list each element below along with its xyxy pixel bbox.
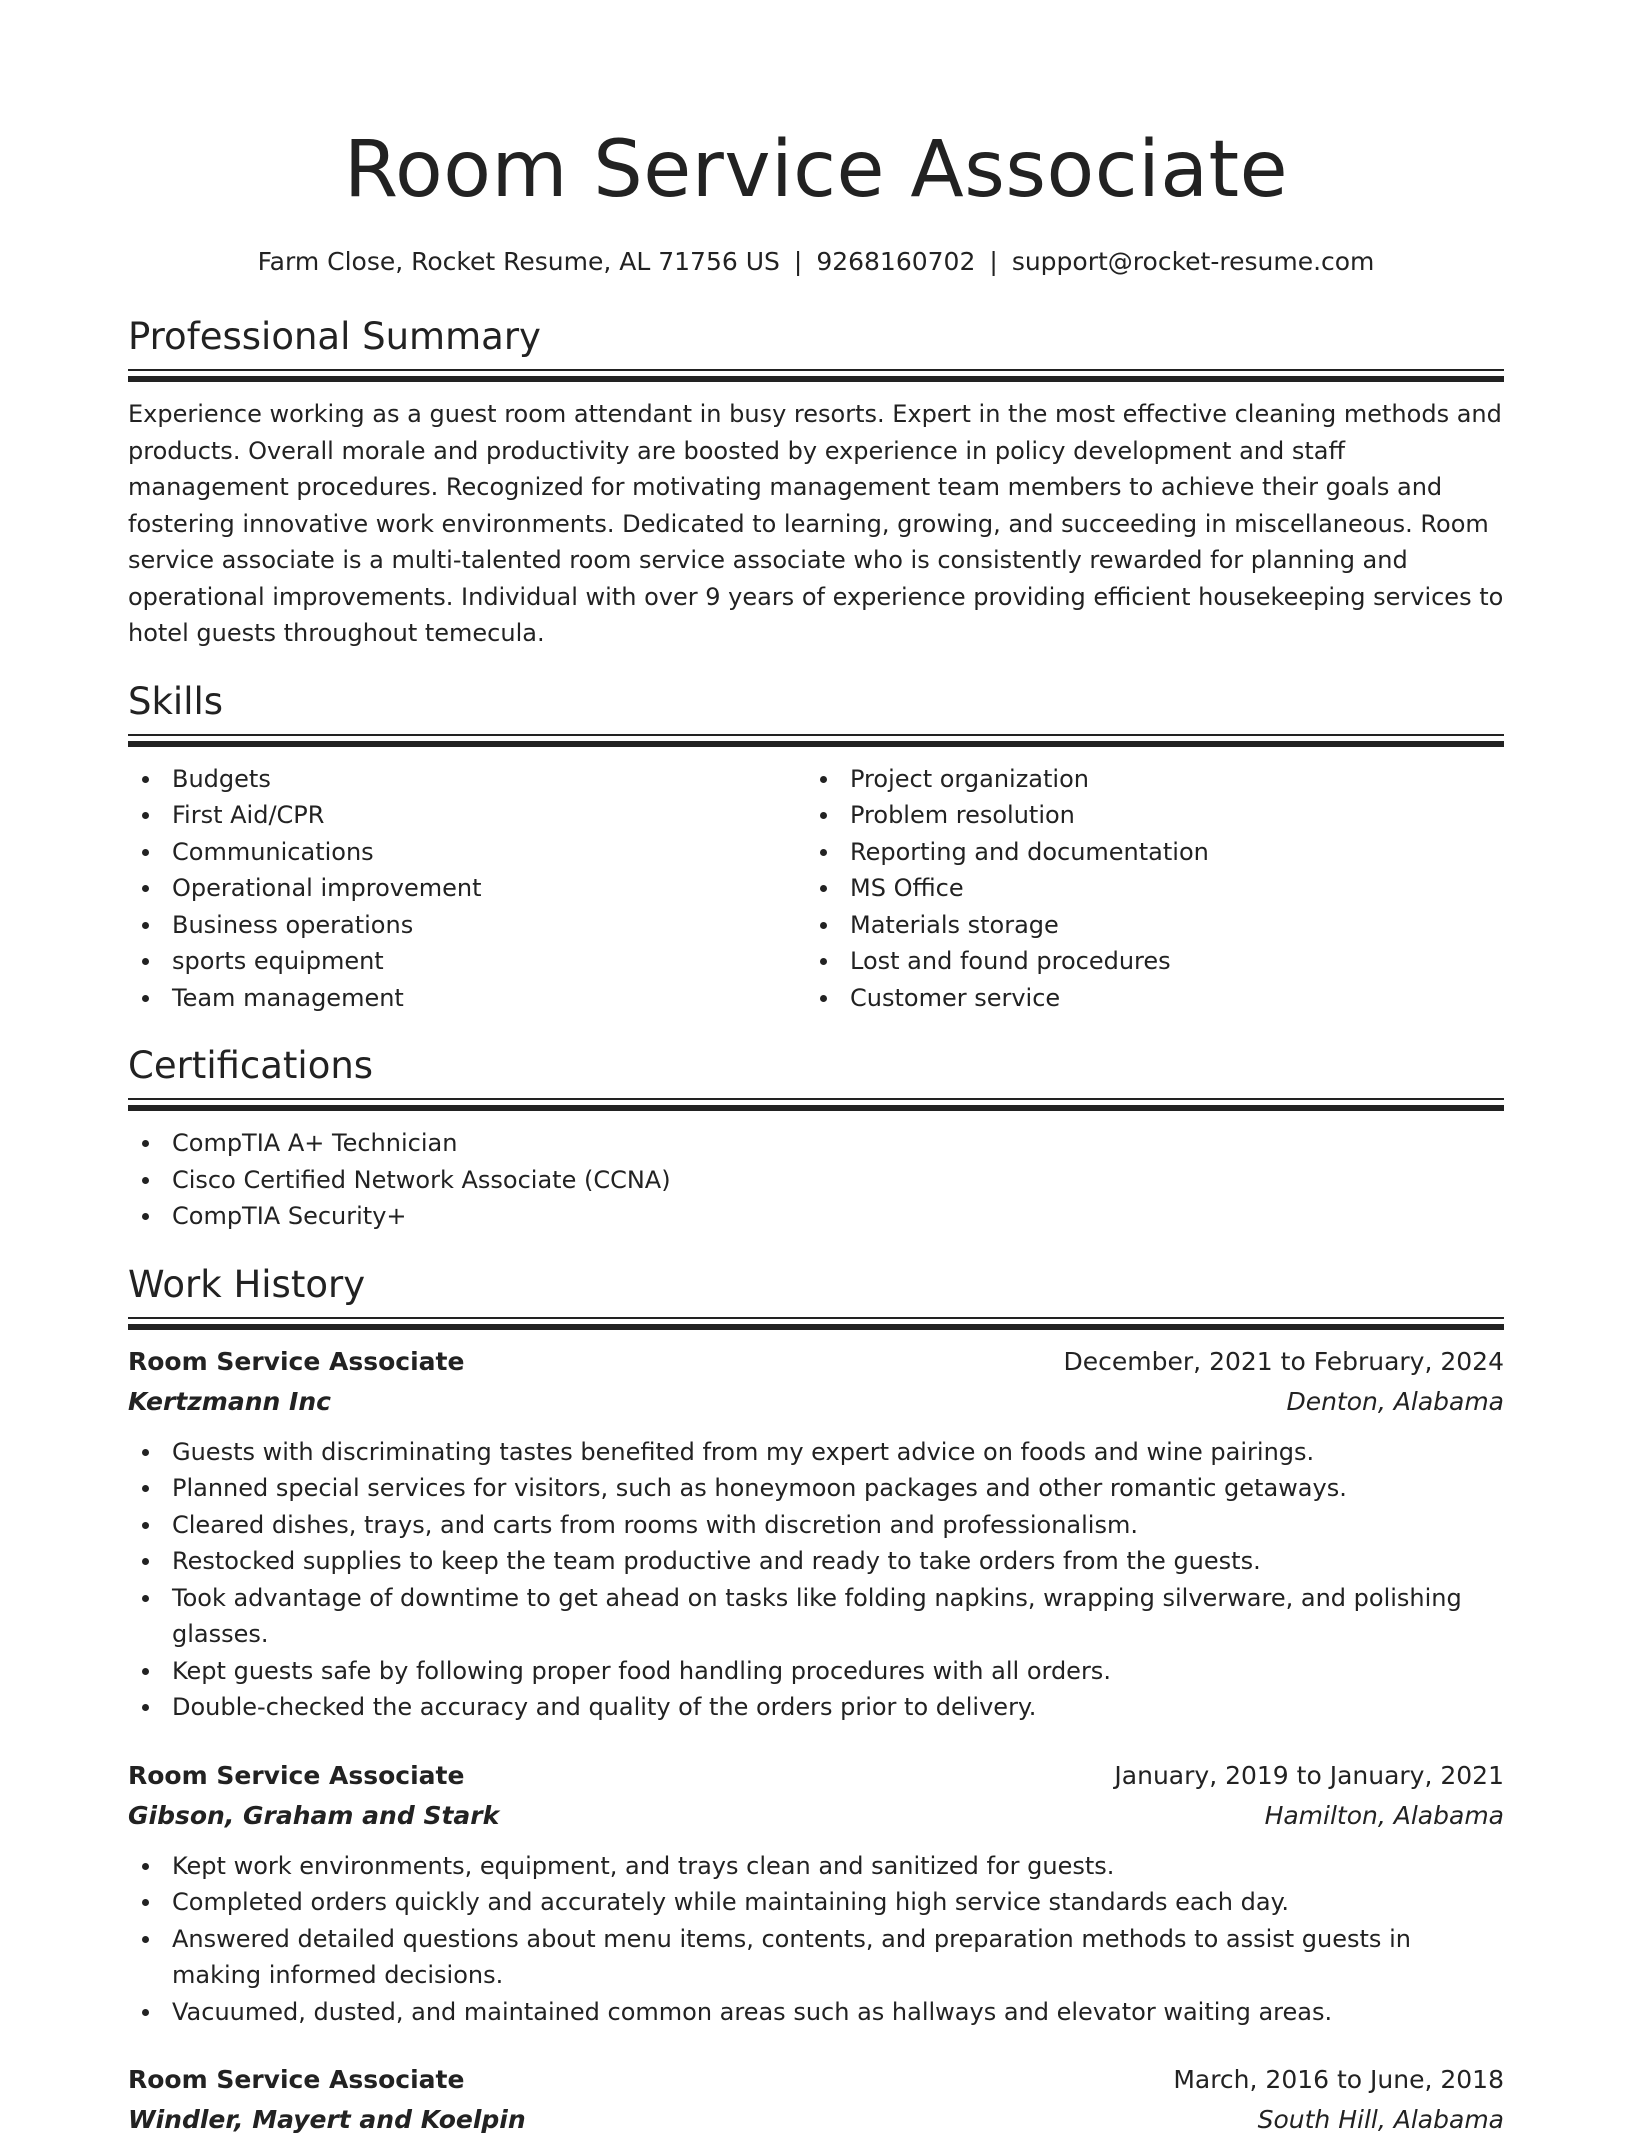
certifications-heading: Certifications <box>128 1042 1504 1090</box>
contact-separator: | <box>975 247 1011 276</box>
job-company: Windler, Mayert and Koelpin <box>128 2100 526 2140</box>
job-dates: January, 2019 to January, 2021 <box>1114 1756 1504 1796</box>
skill-item: First Aid/CPR <box>128 797 806 834</box>
contact-line <box>128 244 1504 280</box>
contact-address: Farm Close, Rocket Resume, AL 71756 US <box>258 247 780 276</box>
job-title: Room Service Associate <box>128 1756 464 1796</box>
job-location: South Hill, Alabama <box>1258 2100 1504 2140</box>
skill-item: Operational improvement <box>128 870 806 907</box>
job-header <box>128 1756 1504 1796</box>
job-title: Room Service Associate <box>128 1342 464 1382</box>
skill-item: Business operations <box>128 907 806 944</box>
job-entry <box>128 1756 1504 2031</box>
job-duty: Kept work environments, equipment, and trays clean and sanitized for guests. <box>128 1848 1504 1885</box>
skill-item: Problem resolution <box>806 797 1484 834</box>
job-duty: Kept guests safe by following proper food handling procedures with all orders. <box>128 1653 1504 1690</box>
job-company: Kertzmann Inc <box>128 1382 331 1422</box>
certification-item: CompTIA A+ Technician <box>128 1125 1504 1162</box>
work-history-section <box>128 1261 1504 2140</box>
work-history-heading: Work History <box>128 1261 1504 1309</box>
certifications-section <box>128 1042 1504 1235</box>
job-entry <box>128 2060 1504 2140</box>
job-duty: Restocked supplies to keep the team productive and ready to take orders from the guests. <box>128 1543 1504 1580</box>
job-location: Hamilton, Alabama <box>1265 1796 1504 1836</box>
job-duty: Double-checked the accuracy and quality of the orders prior to delivery. <box>128 1689 1504 1726</box>
job-duties <box>128 1434 1504 1726</box>
skills-heading: Skills <box>128 678 1504 726</box>
job-duties <box>128 1848 1504 2031</box>
skills-list-left <box>128 761 806 1017</box>
section-divider <box>128 734 1504 747</box>
contact-phone: 9268160702 <box>816 247 975 276</box>
certification-item: CompTIA Security+ <box>128 1198 1504 1235</box>
job-location: Denton, Alabama <box>1286 1382 1504 1422</box>
job-title: Room Service Associate <box>128 2060 464 2100</box>
contact-separator: | <box>780 247 816 276</box>
skill-item: Lost and found procedures <box>806 943 1484 980</box>
skills-grid <box>128 761 1504 1017</box>
job-subheader <box>128 1796 1504 1836</box>
skill-item: sports equipment <box>128 943 806 980</box>
skill-item: Reporting and documentation <box>806 834 1484 871</box>
section-divider <box>128 369 1504 382</box>
section-divider <box>128 1098 1504 1111</box>
summary-text: Experience working as a guest room attendant in busy resorts. Expert in the most effective cleaning methods and products. Overall morale and productivity are boosted by experience in policy development and staff management procedures. Recognized for motivating management team members to achieve their goals and fostering innovative work environments. Dedicated to learning, growing, and succeeding in miscellaneous. Room service associate is a multi-talented room service associate who is consistently rewarded for planning and operational improvements. Individual with over 9 years of experience providing efficient housekeeping services to hotel guests throughout temecula. <box>128 396 1504 652</box>
summary-heading: Professional Summary <box>128 313 1504 361</box>
skill-item: Customer service <box>806 980 1484 1017</box>
skills-section <box>128 678 1504 1017</box>
skill-item: Team management <box>128 980 806 1017</box>
job-duty: Cleared dishes, trays, and carts from rooms with discretion and professionalism. <box>128 1507 1504 1544</box>
job-header <box>128 1342 1504 1382</box>
certifications-list <box>128 1125 1504 1235</box>
job-duty: Guests with discriminating tastes benefited from my expert advice on foods and wine pairings. <box>128 1434 1504 1471</box>
resume-name: Room Service Associate <box>128 0 1504 220</box>
skill-item: Project organization <box>806 761 1484 798</box>
job-duty: Vacuumed, dusted, and maintained common areas such as hallways and elevator waiting areas. <box>128 1994 1504 2031</box>
skill-item: Communications <box>128 834 806 871</box>
job-duty: Took advantage of downtime to get ahead on tasks like folding napkins, wrapping silverware, and polishing glasses. <box>128 1580 1504 1653</box>
skill-item: MS Office <box>806 870 1484 907</box>
job-subheader <box>128 2100 1504 2140</box>
contact-email: support@rocket-resume.com <box>1012 247 1375 276</box>
job-duty: Answered detailed questions about menu items, contents, and preparation methods to assist guests in making informed decisions. <box>128 1921 1504 1994</box>
skill-item: Budgets <box>128 761 806 798</box>
job-subheader <box>128 1382 1504 1422</box>
job-dates: December, 2021 to February, 2024 <box>1064 1342 1504 1382</box>
job-header <box>128 2060 1504 2100</box>
summary-section <box>128 313 1504 652</box>
job-duty: Completed orders quickly and accurately while maintaining high service standards each day. <box>128 1884 1504 1921</box>
job-entry <box>128 1342 1504 1726</box>
section-divider <box>128 1317 1504 1330</box>
job-dates: March, 2016 to June, 2018 <box>1173 2060 1504 2100</box>
certification-item: Cisco Certified Network Associate (CCNA) <box>128 1162 1504 1199</box>
job-company: Gibson, Graham and Stark <box>128 1796 499 1836</box>
job-duty: Planned special services for visitors, such as honeymoon packages and other romantic getaways. <box>128 1470 1504 1507</box>
skills-list-right <box>806 761 1484 1017</box>
skill-item: Materials storage <box>806 907 1484 944</box>
